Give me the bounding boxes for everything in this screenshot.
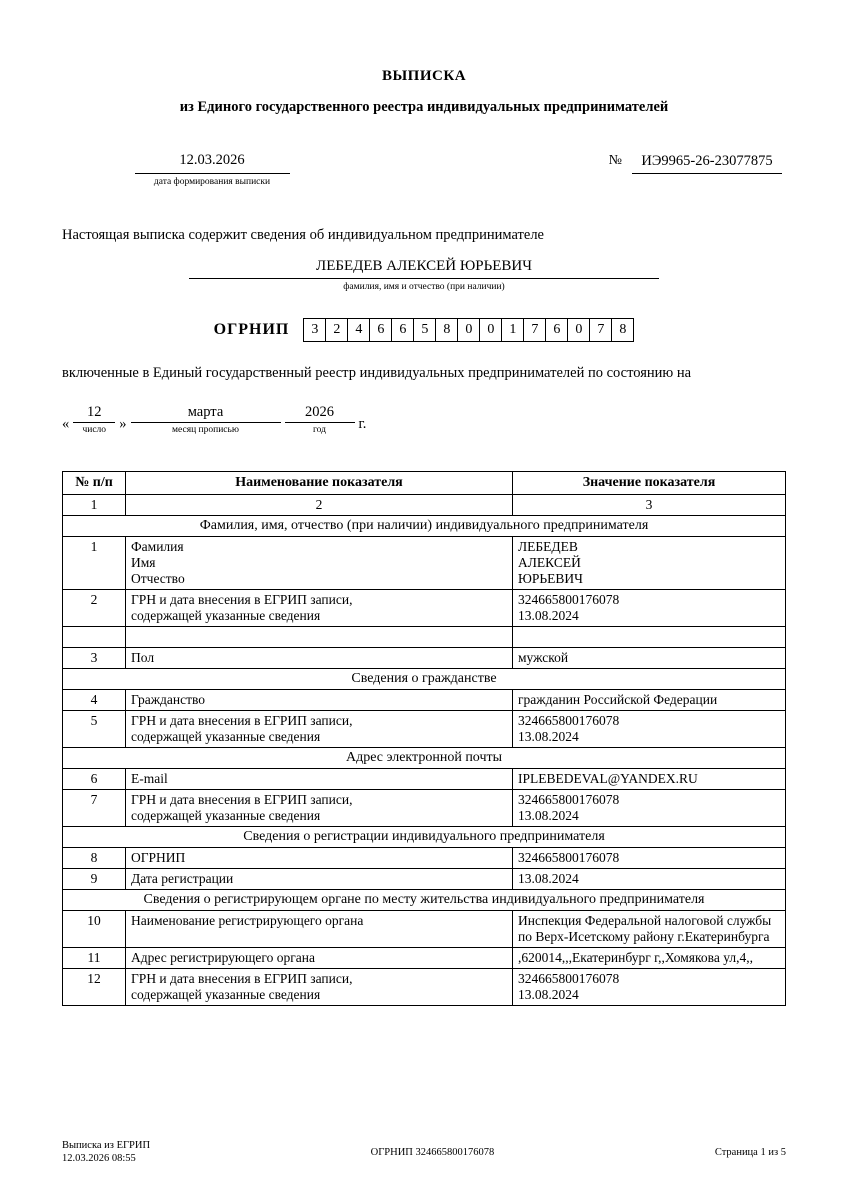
fio-value: ЛЕБЕДЕВ АЛЕКСЕЙ ЮРЬЕВИЧ (316, 258, 532, 274)
table-cell-value-line: 13.08.2024 (518, 607, 579, 623)
status-paragraph: включенные в Единый государственный реестр индивидуальных предпринимателей по состоянию на (62, 365, 692, 381)
table-row (63, 789, 786, 826)
document-number-block (609, 152, 782, 174)
ogrnip-digit-cell: 7 (590, 318, 612, 342)
table-cell-name (126, 868, 513, 889)
table-cell-index: 6 (63, 768, 126, 789)
table-cell-name-line: Гражданство (131, 691, 206, 707)
table-cell-value-line: 13.08.2024 (518, 807, 579, 823)
table-cell-name (126, 689, 513, 710)
table-row (63, 647, 786, 668)
table-cell-name-line: ГРН и дата внесения в ЕГРИП записи, (131, 791, 353, 807)
table-section-row (63, 515, 786, 536)
ogrnip-label: ОГРНИП (213, 321, 290, 338)
intro-paragraph: Настоящая выписка содержит сведения об индивидуальном предпринимателе (62, 227, 544, 243)
table-row (63, 689, 786, 710)
table-cell-value (513, 689, 786, 710)
table-section-title: Сведения о регистрирующем органе по месту жительства индивидуального предпринимателя (63, 889, 786, 910)
table-row (63, 768, 786, 789)
table-cell-value-line: ЮРЬЕВИЧ (518, 570, 583, 586)
table-cell-index: 2 (63, 589, 126, 626)
ogrnip-digit-cell: 1 (502, 318, 524, 342)
table-cell-value (513, 968, 786, 1005)
table-row (63, 910, 786, 947)
table-cell-index: 11 (63, 947, 126, 968)
table-cell-index: 12 (63, 968, 126, 1005)
col-header-value: Значение показателя (513, 471, 786, 494)
status-day-caption: число (82, 424, 107, 435)
table-cell-name-line: содержащей указанные сведения (131, 986, 321, 1002)
quote-close: » (119, 415, 127, 432)
table-blank-row (63, 626, 786, 647)
col-number-1: 1 (63, 494, 126, 515)
table-cell-name-line: ГРН и дата внесения в ЕГРИП записи, (131, 712, 353, 728)
col-number-2: 2 (126, 494, 513, 515)
table-section-title: Фамилия, имя, отчество (при наличии) индивидуального предпринимателя (63, 515, 786, 536)
table-cell-value-line: Инспекция Федеральной налоговой службы (518, 912, 772, 928)
fio-caption: фамилия, имя и отчество (при наличии) (343, 282, 505, 292)
ogrnip-digit-cell: 6 (546, 318, 568, 342)
table-cell-index: 5 (63, 710, 126, 747)
table-column-numbers-row (63, 494, 786, 515)
status-year (285, 404, 355, 435)
table-row (63, 868, 786, 889)
table-cell-name-line: содержащей указанные сведения (131, 728, 321, 744)
footer-left (62, 1139, 150, 1166)
table-blank-cell (513, 626, 786, 647)
table-row (63, 589, 786, 626)
table-cell-name-line: E-mail (131, 770, 168, 786)
ogrnip-digit-cell: 3 (303, 318, 326, 342)
table-cell-name-line: Фамилия (131, 538, 184, 554)
table-cell-name-line: ОГРНИП (131, 849, 186, 865)
table-cell-value-line: IPLEBEDEVAL@YANDEX.RU (518, 770, 698, 786)
registry-table (62, 471, 786, 1006)
formation-date-value: 12.03.2026 (179, 152, 245, 168)
table-section-row (63, 889, 786, 910)
table-section-row (63, 668, 786, 689)
table-cell-value (513, 847, 786, 868)
table-cell-value-line: ,620014,,,Екатеринбург г,,Хомякова ул,4,, (518, 949, 753, 965)
table-cell-index: 8 (63, 847, 126, 868)
ogrnip-digit-cell: 7 (524, 318, 546, 342)
status-year-value: 2026 (285, 404, 355, 423)
table-blank-cell (126, 626, 513, 647)
table-cell-value-line: по Верх-Исетскому району г.Екатеринбурга (518, 928, 770, 944)
table-cell-index: 10 (63, 910, 126, 947)
number-rule (632, 172, 782, 174)
table-cell-name (126, 968, 513, 1005)
table-cell-name-line: Наименование регистрирующего органа (131, 912, 364, 928)
table-section-row (63, 747, 786, 768)
formation-date-block (62, 152, 362, 187)
table-cell-name-line: ГРН и дата внесения в ЕГРИП записи, (131, 970, 353, 986)
table-cell-name (126, 847, 513, 868)
table-cell-name (126, 710, 513, 747)
table-cell-value-line: гражданин Российской Федерации (518, 691, 718, 707)
table-cell-value-line: 13.08.2024 (518, 986, 579, 1002)
table-cell-value-line: ЛЕБЕДЕВ (518, 538, 578, 554)
table-cell-index: 9 (63, 868, 126, 889)
formation-date-caption: дата формирования выписки (153, 177, 271, 187)
ogrnip-digit-cell: 8 (612, 318, 634, 342)
table-section-row (63, 826, 786, 847)
table-cell-name-line: Адрес регистрирующего органа (131, 949, 315, 965)
formation-date-rule (135, 172, 290, 174)
status-date-block (62, 404, 786, 435)
col-number-3: 3 (513, 494, 786, 515)
page-subtitle: из Единого государственного реестра индивидуальных предпринимателей (179, 99, 669, 115)
number-value: ИЭ9965-26-23077875 (641, 153, 773, 169)
ogrnip-digit-cell: 6 (392, 318, 414, 342)
ogrnip-digit-cell: 0 (480, 318, 502, 342)
ogrnip-digit-cell: 2 (326, 318, 348, 342)
table-row (63, 847, 786, 868)
col-header-name: Наименование показателя (126, 471, 513, 494)
ogrnip-digit-cell: 0 (458, 318, 480, 342)
table-cell-value-line: 324665800176078 (518, 591, 620, 607)
table-cell-value-line: 324665800176078 (518, 970, 620, 986)
table-row (63, 968, 786, 1005)
ogrnip-row (62, 318, 786, 342)
registry-table-head (63, 471, 786, 515)
status-year-caption: год (313, 424, 326, 435)
status-month-caption: месяц прописью (172, 424, 239, 435)
col-header-index: № п/п (63, 471, 126, 494)
table-cell-value-line: 324665800176078 (518, 712, 620, 728)
table-cell-index: 1 (63, 536, 126, 589)
table-cell-value-line: АЛЕКСЕЙ (518, 554, 581, 570)
status-month (131, 404, 281, 435)
table-cell-value (513, 647, 786, 668)
quote-open: « (62, 415, 70, 432)
table-cell-name (126, 536, 513, 589)
table-cell-index: 7 (63, 789, 126, 826)
table-cell-value-line: 13.08.2024 (518, 728, 579, 744)
table-cell-name (126, 910, 513, 947)
footer-ogrnip: ОГРНИП 324665800176078 (370, 1146, 495, 1158)
table-cell-index: 3 (63, 647, 126, 668)
ogrnip-digit-cell: 4 (348, 318, 370, 342)
table-section-title: Сведения о регистрации индивидуального предпринимателя (63, 826, 786, 847)
table-row (63, 710, 786, 747)
table-cell-value-line: мужской (518, 649, 569, 665)
ogrnip-digit-cell: 8 (436, 318, 458, 342)
ogrnip-digit-boxes (303, 318, 634, 342)
table-section-title: Сведения о гражданстве (63, 668, 786, 689)
table-cell-name (126, 589, 513, 626)
table-cell-value (513, 589, 786, 626)
table-cell-index: 4 (63, 689, 126, 710)
table-cell-name-line: Дата регистрации (131, 870, 234, 886)
table-cell-value-line: 324665800176078 (518, 791, 620, 807)
footer-timestamp: 12.03.2026 08:55 (62, 1153, 136, 1165)
table-row (63, 536, 786, 589)
table-cell-name (126, 789, 513, 826)
footer-page-number: Страница 1 из 5 (714, 1146, 786, 1158)
table-cell-value-line: 13.08.2024 (518, 870, 579, 886)
header-meta-row (62, 152, 786, 187)
registry-table-body (63, 515, 786, 1005)
table-cell-name-line: ГРН и дата внесения в ЕГРИП записи, (131, 591, 353, 607)
table-cell-value-line: 324665800176078 (518, 849, 620, 865)
footer-doc-type: Выписка из ЕГРИП (62, 1139, 151, 1151)
table-section-title: Адрес электронной почты (63, 747, 786, 768)
table-cell-name-line: содержащей указанные сведения (131, 807, 321, 823)
table-cell-value (513, 536, 786, 589)
page-title: ВЫПИСКА (381, 68, 467, 84)
page-footer (62, 1139, 786, 1166)
table-cell-name-line: Пол (131, 649, 155, 665)
fio-block (62, 258, 786, 292)
ogrnip-digit-cell: 0 (568, 318, 590, 342)
number-label: № (608, 153, 622, 168)
ogrnip-digit-cell: 5 (414, 318, 436, 342)
table-cell-name-line: Отчество (131, 570, 185, 586)
table-blank-cell (63, 626, 126, 647)
table-cell-value (513, 768, 786, 789)
fio-rule (189, 277, 659, 279)
status-day-value: 12 (73, 404, 115, 423)
table-cell-value (513, 947, 786, 968)
status-day (73, 404, 115, 435)
table-cell-name (126, 647, 513, 668)
table-cell-value (513, 710, 786, 747)
table-cell-value (513, 789, 786, 826)
table-header-row (63, 471, 786, 494)
table-cell-value (513, 910, 786, 947)
status-month-value: марта (131, 404, 281, 423)
table-row (63, 947, 786, 968)
ogrnip-digit-cell: 6 (370, 318, 392, 342)
table-cell-name (126, 947, 513, 968)
table-cell-value (513, 868, 786, 889)
year-suffix: г. (358, 415, 367, 432)
table-cell-name-line: содержащей указанные сведения (131, 607, 321, 623)
table-cell-name-line: Имя (131, 554, 156, 570)
table-cell-name (126, 768, 513, 789)
